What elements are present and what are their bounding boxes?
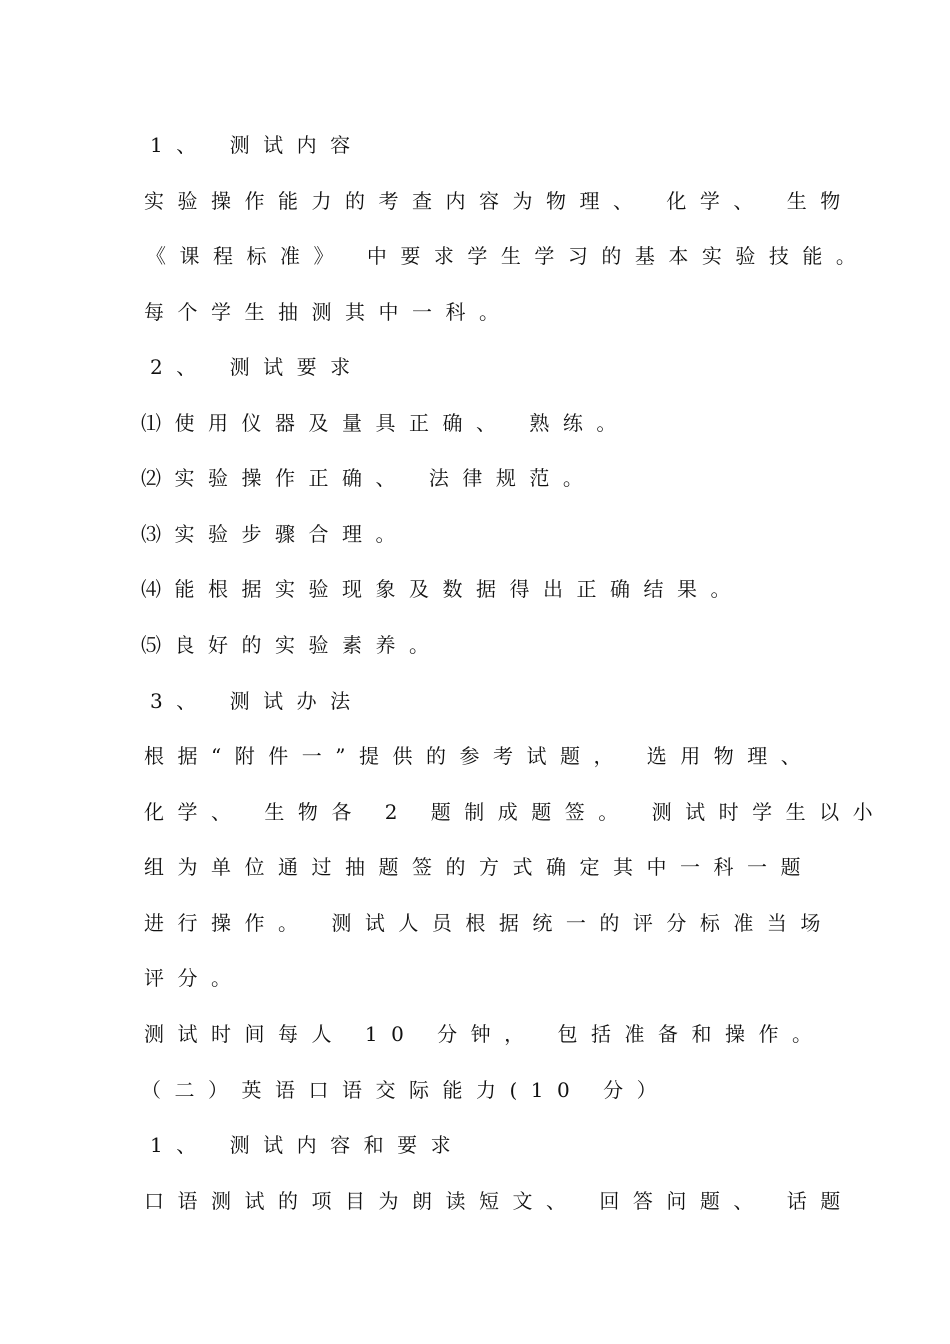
paragraph-line: 进行操作。 测试人员根据统一的评分标准当场 bbox=[144, 911, 834, 935]
section-heading-test-content: 1、 测试内容 bbox=[150, 133, 364, 157]
section-heading-english-oral: （二）英语口语交际能力(10 分） bbox=[141, 1078, 671, 1102]
list-item: ⑸良好的实验素养。 bbox=[141, 633, 443, 657]
paragraph-line: 《课程标准》 中要求学生学习的基本实验技能。 bbox=[146, 244, 870, 268]
section-heading-content-requirements: 1、 测试内容和要求 bbox=[150, 1133, 465, 1157]
list-item: ⑷能根据实验现象及数据得出正确结果。 bbox=[141, 577, 744, 601]
list-item: ⑴使用仪器及量具正确、 熟练。 bbox=[141, 411, 630, 435]
paragraph-line: 化学、 生物各 2 题制成题签。 测试时学生以小 bbox=[144, 800, 887, 824]
paragraph-line: 测试时间每人 10 分钟， 包括准备和操作。 bbox=[144, 1022, 826, 1046]
paragraph-line: 评分。 bbox=[144, 966, 245, 990]
paragraph-line: 实验操作能力的考查内容为物理、 化学、 生物 bbox=[144, 189, 854, 213]
paragraph-line: 口语测试的项目为朗读短文、 回答问题、 话题 bbox=[144, 1189, 854, 1213]
list-item: ⑶实验步骤合理。 bbox=[141, 522, 409, 546]
paragraph-line: 每个学生抽测其中一科。 bbox=[144, 300, 513, 324]
paragraph-line: 根据“附件一”提供的参考试题， 选用物理、 bbox=[144, 744, 815, 768]
section-heading-test-requirements: 2、 测试要求 bbox=[150, 355, 364, 379]
section-heading-test-method: 3、 测试办法 bbox=[150, 689, 364, 713]
list-item: ⑵实验操作正确、 法律规范。 bbox=[141, 466, 597, 490]
paragraph-line: 组为单位通过抽题签的方式确定其中一科一题 bbox=[144, 855, 814, 879]
